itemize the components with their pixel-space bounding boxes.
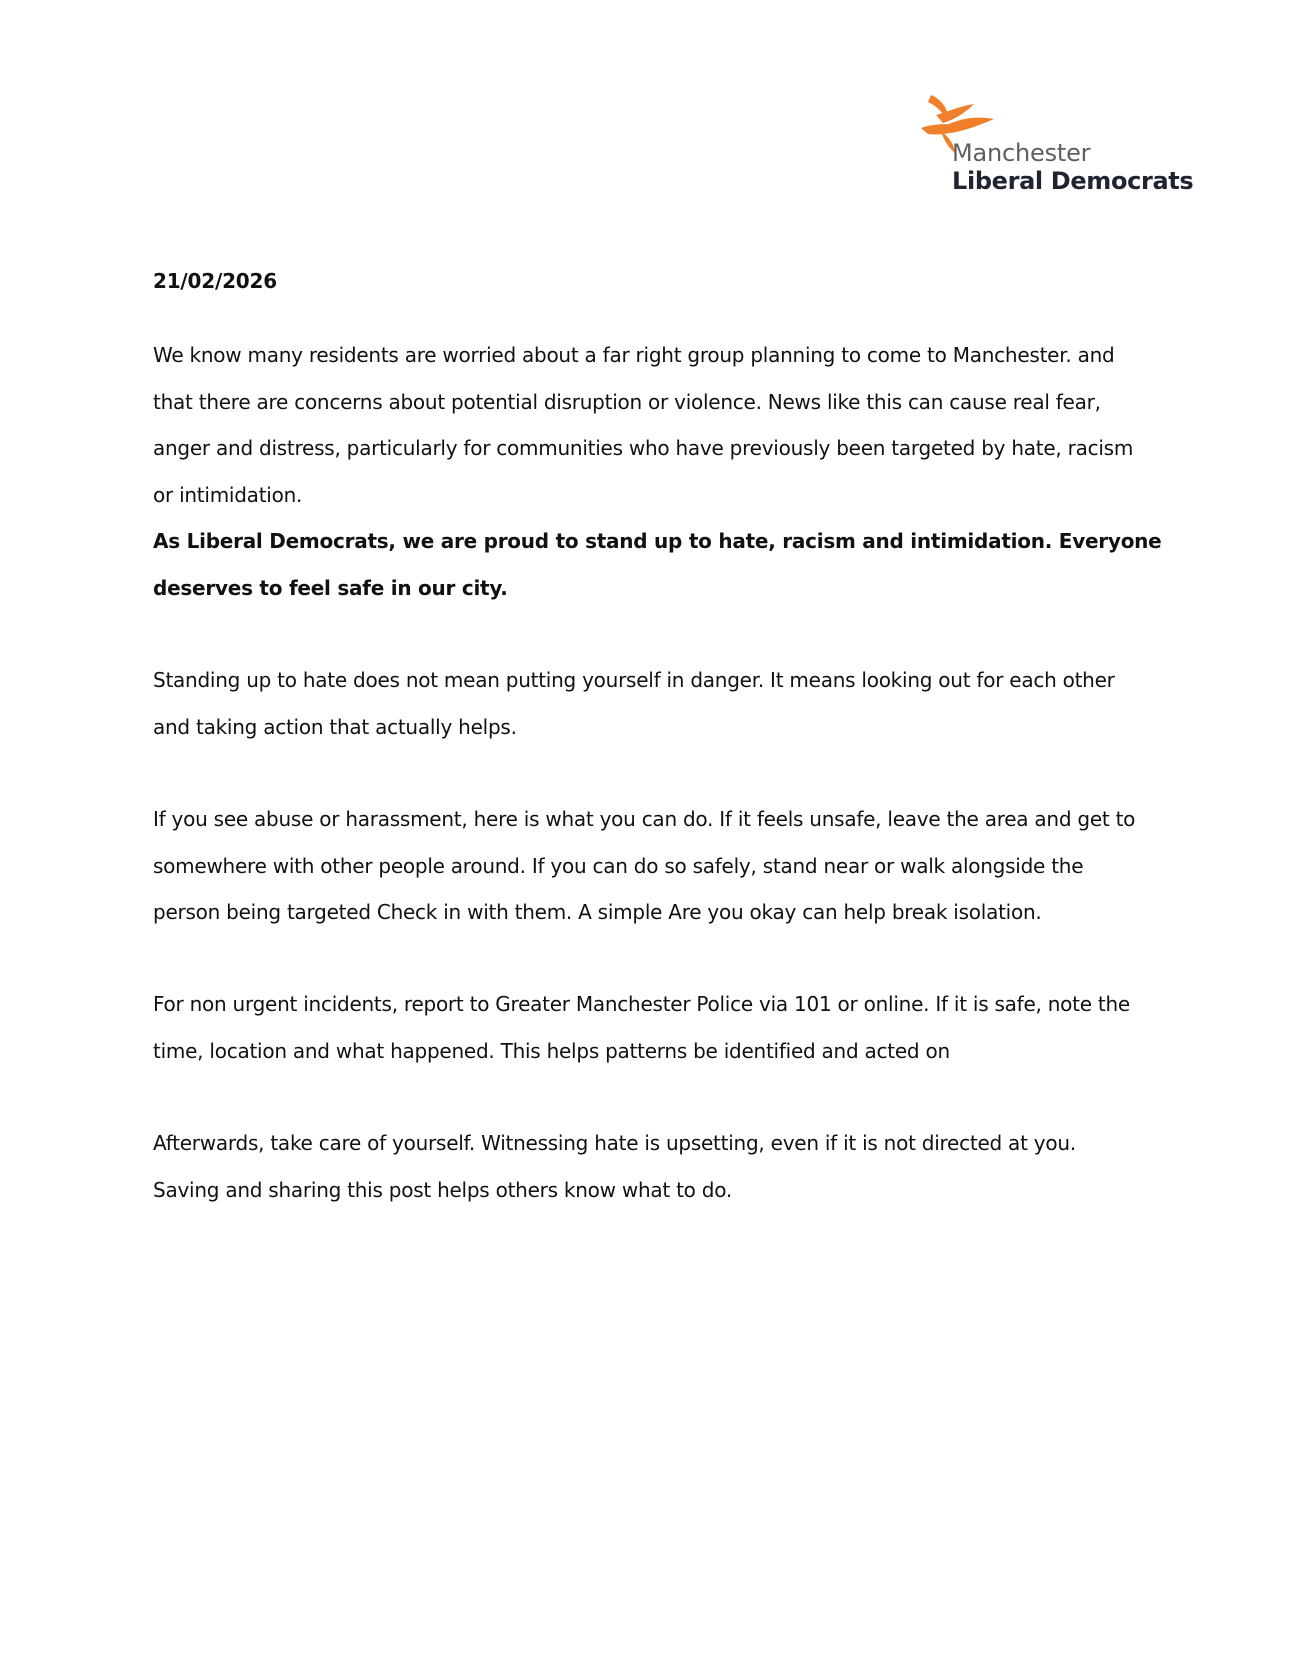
paragraph-line: Saving and sharing this post helps others know what to do. [153, 1177, 732, 1202]
paragraph-line: Standing up to hate does not mean putting yourself in danger. It means looking out for each other [153, 668, 1115, 692]
paragraph-reporting-incidents [153, 981, 1153, 1074]
logo-city-name: Manchester [952, 139, 1091, 167]
paragraph-self-care [153, 1120, 1153, 1213]
paragraph-line: For non urgent incidents, report to Greater Manchester Police via 101 or online. If it is safe, note the [153, 992, 1130, 1016]
paragraph-line: Afterwards, take care of yourself. Witnessing hate is upsetting, even if it is not directed at you. [153, 1131, 1076, 1155]
paragraph-safety-guidance [153, 657, 1153, 750]
paragraph-line: that there are concerns about potential disruption or violence. News like this can cause real fear, [153, 389, 1101, 414]
paragraph-line: As Liberal Democrats, we are proud to stand up to hate, racism and intimidation. Everyone [153, 529, 1162, 553]
manchester-liberal-democrats-logo [918, 92, 1208, 204]
paragraph-abuse-response [153, 796, 1153, 936]
paragraph-line: time, location and what happened. This helps patterns be identified and acted on [153, 1038, 950, 1063]
paragraph-resident-concerns [153, 332, 1153, 518]
document-date: 21/02/2026 [153, 269, 277, 293]
paragraph-line: person being targeted Check in with them. A simple Are you okay can help break isolation. [153, 900, 1042, 924]
paragraph-line: We know many residents are worried about a far right group planning to come to Manchester. and [153, 343, 1115, 367]
paragraph-line: or intimidation. [153, 482, 303, 507]
paragraph-line: If you see abuse or harassment, here is what you can do. If it feels unsafe, leave the area and get to [153, 807, 1136, 831]
paragraph-line: deserves to feel safe in our city. [153, 575, 508, 600]
logo-party-name: Liberal Democrats [952, 167, 1194, 195]
paragraph-line: anger and distress, particularly for communities who have previously been targeted by hate, racism [153, 436, 1134, 460]
paragraph-line: and taking action that actually helps. [153, 714, 517, 739]
paragraph-line: somewhere with other people around. If you can do so safely, stand near or walk alongside the [153, 853, 1084, 878]
paragraph-stand-up-statement [153, 518, 1162, 611]
